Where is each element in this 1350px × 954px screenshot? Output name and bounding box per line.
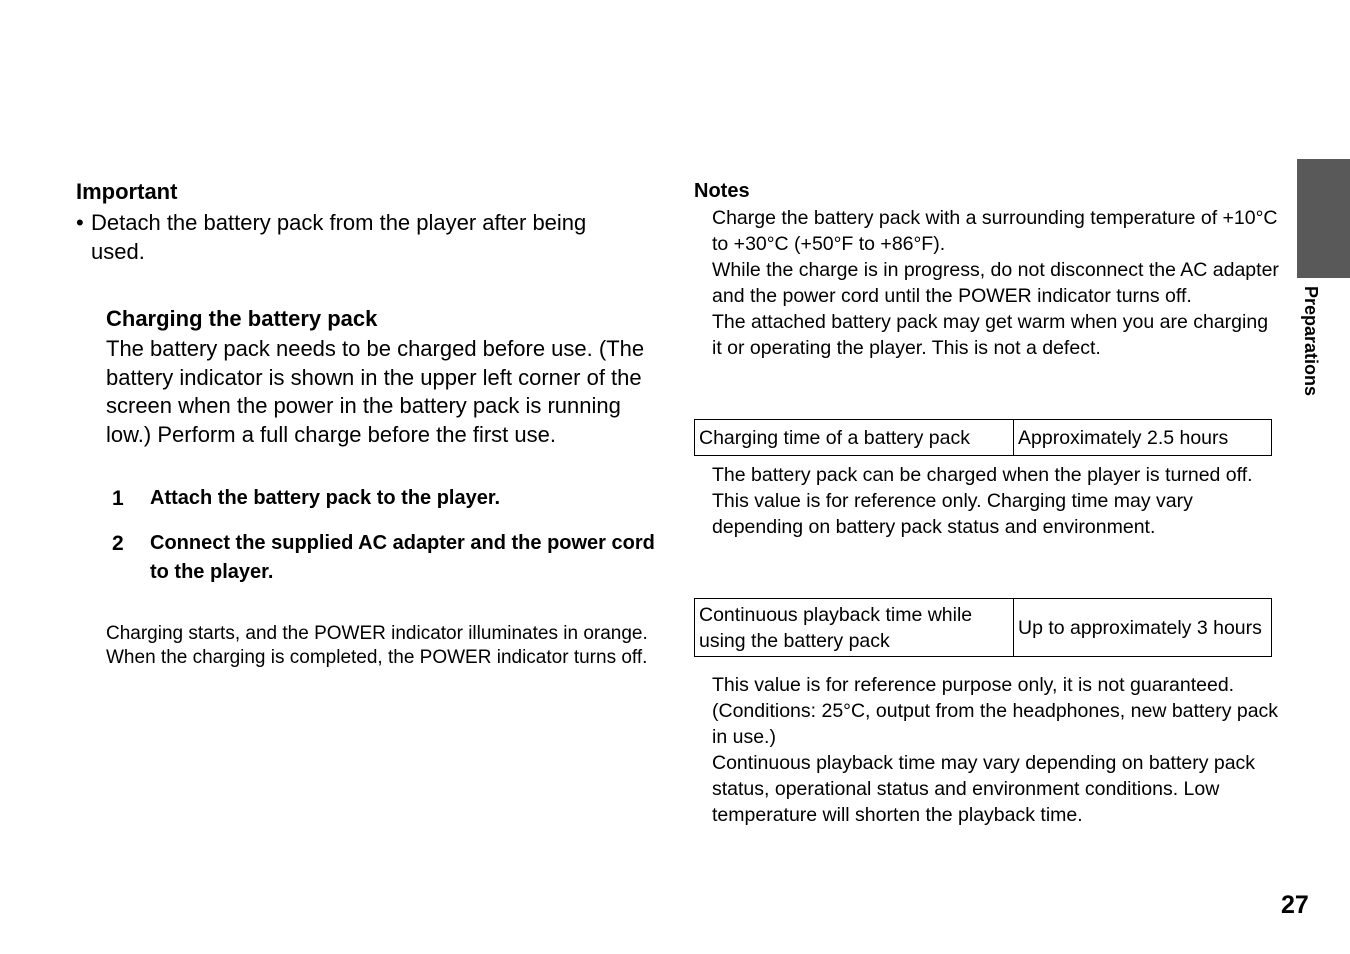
charging-info: [106, 622, 666, 670]
important-bullet: [76, 208, 646, 266]
section-body: The battery pack needs to be charged before use. (The battery indicator is shown in the upper left corner of the screen when the power in the battery pack is running low.) Perform a full charge before the first use.: [106, 336, 645, 447]
table-label-cell: Charging time of a battery pack: [695, 420, 1014, 456]
notes-list: [712, 205, 1282, 361]
table-value-cell: Approximately 2.5 hours: [1014, 420, 1272, 456]
table-value-cell: Up to approximately 3 hours: [1014, 599, 1272, 657]
table-label-cell: Continuous playback time while using the battery pack: [695, 599, 1014, 657]
note-item: The battery pack can be charged when the player is turned off.: [712, 464, 1253, 486]
step-2: [112, 529, 657, 587]
step-1: [112, 484, 657, 513]
playback-time-table: [694, 598, 1272, 657]
note-item: Charge the battery pack with a surrounding temperature of +10°C to +30°C (+50°F to +86°F).: [712, 207, 1278, 255]
charging-time-table: [694, 419, 1272, 456]
section-tab-label: Preparations: [1301, 286, 1321, 397]
note-item: This value is for reference only. Charging time may vary depending on battery pack status and environment.: [712, 490, 1193, 538]
step-number: 2: [112, 532, 124, 555]
important-text: Detach the battery pack from the player after being used.: [91, 210, 587, 264]
important-heading: Important: [76, 179, 178, 204]
section-tab: [1297, 159, 1350, 278]
charging-notes: [712, 462, 1282, 540]
section-title: Charging the battery pack: [106, 306, 378, 331]
charging-info-line: When the charging is completed, the POWER indicator turns off.: [106, 647, 648, 668]
charging-info-line: Charging starts, and the POWER indicator illuminates in orange.: [106, 623, 648, 644]
note-item: This value is for reference purpose only, it is not guaranteed. (Conditions: 25°C, output from the headphones, new battery pack in use.): [712, 674, 1279, 748]
playback-notes: [712, 672, 1287, 828]
note-item: The attached battery pack may get warm when you are charging it or operating the player. This is not a defect.: [712, 311, 1269, 359]
step-text: Attach the battery pack to the player.: [150, 487, 501, 509]
notes-heading: Notes: [694, 180, 750, 202]
bullet-icon: •: [76, 210, 84, 235]
page-number: 27: [1281, 891, 1309, 919]
step-number: 1: [112, 487, 124, 510]
table-row: [695, 599, 1272, 657]
step-text: Connect the supplied AC adapter and the power cord to the player.: [150, 532, 655, 583]
table-row: [695, 420, 1272, 456]
note-item: Continuous playback time may vary depending on battery pack status, operational status and environment conditions. Low temperature will shorten the playback time.: [712, 752, 1256, 826]
note-item: While the charge is in progress, do not disconnect the AC adapter and the power cord until the POWER indicator turns off.: [712, 259, 1279, 307]
